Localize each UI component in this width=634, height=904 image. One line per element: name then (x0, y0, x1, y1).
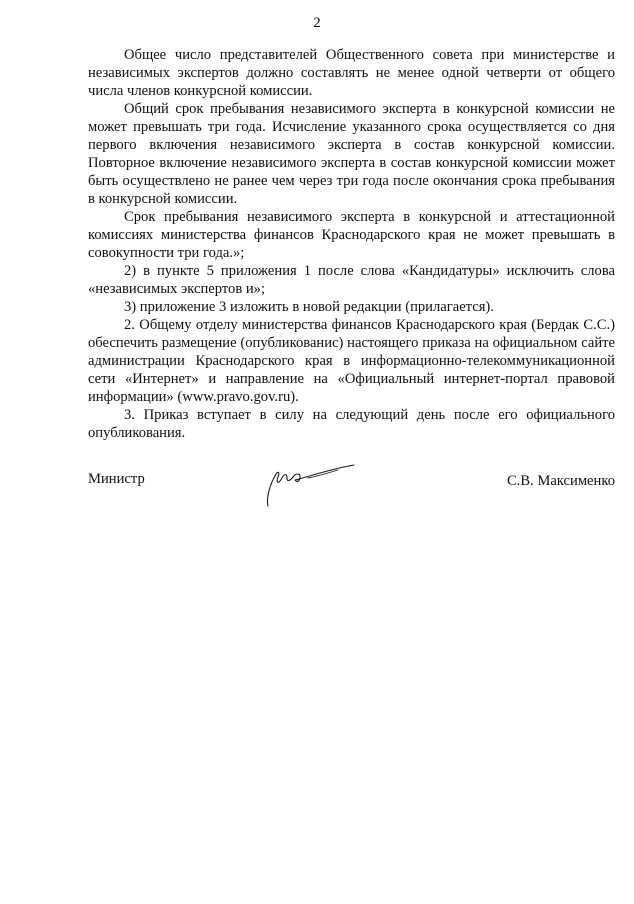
handwritten-signature (256, 462, 366, 512)
paragraph-item-2: 2) в пункте 5 приложения 1 после слова «Кандидатуры» исключить слова «независимых экспертов и»; (88, 263, 615, 297)
paragraph-publication: 2. Общему отделу министерства финансов Краснодарского края (Бердак С.С.) обеспечить размещение (опубликованис) настоящего приказа на официальном сайте администрации Краснодарского края в информационно-телекоммуникационной сети «Интернет» и направление на «Официальный интернет-портал правовой информации» (www.pravo.gov.ru). (88, 317, 615, 405)
signature-block (88, 470, 615, 520)
paragraph-total-term: Срок пребывания независимого эксперта в конкурсной и аттестационной комиссиях министерства финансов Краснодарского края не может превышать в совокупности три года.»; (88, 209, 615, 261)
paragraph-representatives-share: Общее число представителей Общественного совета при министерстве и независимых экспертов должно составлять не менее одной четверти от общего числа членов конкурсной комиссии. (88, 47, 615, 99)
signer-name: С.В. Максименко (506, 473, 615, 489)
position-title: Министр (88, 471, 145, 487)
paragraph-effective-date: 3. Приказ вступает в силу на следующий день после его официального опубликования. (88, 407, 615, 441)
page-number: 2 (313, 15, 321, 31)
paragraph-item-3: 3) приложение 3 изложить в новой редакции (прилагается). (124, 299, 494, 315)
document-body (88, 46, 615, 442)
paragraph-expert-term: Общий срок пребывания независимого эксперта в конкурсной комиссии не может превышать три года. Исчисление указанного срока осуществляется со дня первого включения независимого эксперта в состав конкурсной комиссии. Повторное включение независимого эксперта в состав конкурсной комиссии может быть осуществлено не ранее чем через три года после окончания срока пребывания в конкурсной комиссии. (88, 101, 615, 207)
